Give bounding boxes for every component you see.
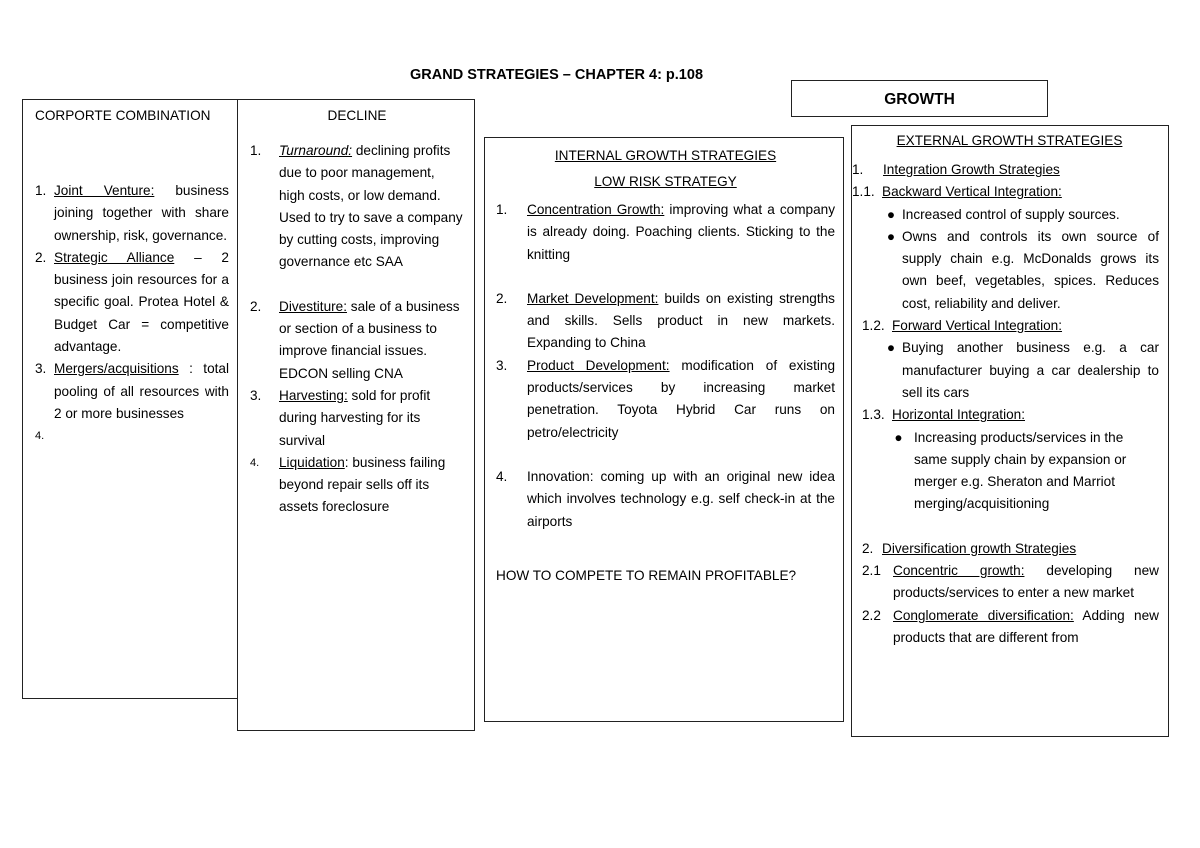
bullet-icon: ● bbox=[886, 340, 896, 356]
compete-question: HOW TO COMPETE TO REMAIN PROFITABLE? bbox=[496, 567, 797, 583]
item-text: business joining together with share ownership, risk, governance. bbox=[54, 183, 229, 243]
low-risk-subheading: LOW RISK STRATEGY bbox=[594, 174, 737, 189]
item-text: improving what a company is already doing. Poaching clients. Sticking to the knitting bbox=[527, 202, 835, 262]
item-number: 4. bbox=[250, 456, 260, 469]
item-number: 2. bbox=[496, 290, 508, 306]
list-item: ● Owns and controls its own source of supply chain e.g. McDonalds grows its own beef, vegetables, spices. Reduces cost, reliability and deliver. bbox=[852, 226, 1159, 315]
list-item: ● Increased control of supply sources. bbox=[852, 204, 1159, 226]
list-item bbox=[496, 199, 835, 266]
item-number: 1. bbox=[35, 183, 47, 198]
spacer bbox=[496, 444, 835, 466]
bullet-icon: ● bbox=[886, 228, 896, 244]
spacer bbox=[496, 266, 835, 288]
list-item bbox=[35, 358, 229, 425]
growth-box bbox=[791, 80, 1048, 117]
item-term: Mergers/acquisitions bbox=[54, 361, 179, 377]
page-title: GRAND STRATEGIES – CHAPTER 4: p.108 bbox=[410, 67, 704, 83]
list-item bbox=[496, 288, 835, 355]
list-item bbox=[852, 560, 1159, 605]
list-item bbox=[250, 140, 464, 274]
external-growth-heading: EXTERNAL GROWTH STRATEGIES bbox=[896, 133, 1123, 148]
item-term: Product Development: bbox=[527, 357, 670, 373]
item-term: Concentration Growth: bbox=[527, 202, 665, 217]
item-number: 2. bbox=[250, 298, 262, 314]
list-item: ● Increasing products/services in the same supply chain by expansion or merger e.g. Sheraton and Marriot merging/acquisitioning bbox=[852, 427, 1159, 516]
decline-list bbox=[250, 140, 464, 519]
item-text: : total pooling of all resources with 2 or more businesses bbox=[54, 361, 229, 421]
internal-growth-heading: INTERNAL GROWTH STRATEGIES bbox=[554, 148, 777, 163]
diversification-heading: 2. Diversification growth Strategies bbox=[862, 540, 1077, 556]
list-item bbox=[35, 425, 229, 447]
bullet-icon: ● bbox=[894, 429, 903, 445]
item-term: Liquidation bbox=[279, 454, 345, 470]
item-text: declining profits due to poor management, high costs, or low demand. Used to try to save a company by cutting costs, improving governance etc SAA bbox=[279, 143, 463, 270]
corporate-combination-box bbox=[22, 99, 238, 699]
list-item bbox=[250, 452, 464, 519]
item-text: developing new products/services to enter a new market bbox=[893, 563, 1159, 601]
list-item bbox=[852, 605, 1159, 650]
horizontal-integration-heading: 1.3. Horizontal Integration: bbox=[862, 407, 1025, 423]
list-item bbox=[496, 355, 835, 444]
list-item bbox=[250, 385, 464, 452]
item-term: Turnaround: bbox=[279, 143, 353, 158]
external-growth-box bbox=[851, 125, 1169, 737]
spacer bbox=[852, 516, 1159, 538]
item-text: : business failing beyond repair sells off its assets foreclosure bbox=[279, 454, 446, 515]
item-term: Divestiture: bbox=[279, 298, 347, 314]
item-text: Innovation: coming up with an original new idea which involves technology e.g. self check-in at the airports bbox=[527, 468, 835, 529]
internal-growth-box bbox=[484, 137, 844, 722]
item-number: 4. bbox=[35, 430, 45, 443]
item-term: Harvesting: bbox=[279, 387, 348, 403]
item-term: Joint Venture: bbox=[54, 183, 155, 198]
item-number: 2.1 bbox=[862, 563, 881, 579]
item-text: sale of a business or section of a business to improve financial issues. EDCON selling CNA bbox=[279, 298, 460, 381]
item-number: 1. bbox=[250, 143, 262, 158]
item-number: 3. bbox=[250, 387, 262, 403]
item-number: 2. bbox=[35, 249, 47, 265]
item-text: sold for profit during harvesting for its survival bbox=[279, 387, 431, 448]
decline-heading: DECLINE bbox=[327, 108, 387, 123]
item-number: 3. bbox=[35, 361, 47, 377]
item-term: Concentric growth: bbox=[893, 563, 1025, 579]
item-text: Adding new products that are different from bbox=[893, 607, 1159, 645]
item-term: Strategic Alliance bbox=[54, 249, 175, 265]
internal-growth-list bbox=[496, 199, 835, 533]
forward-integration-heading: 1.2. Forward Vertical Integration: bbox=[862, 318, 1063, 334]
corporate-combination-heading: CORPORTE COMBINATION bbox=[35, 108, 211, 123]
spacer bbox=[250, 274, 464, 296]
item-text: builds on existing strengths and skills. Sells product in new markets. Expanding to China bbox=[527, 290, 835, 351]
item-term: Market Development: bbox=[527, 290, 659, 306]
item-number: 4. bbox=[496, 468, 508, 484]
list-item bbox=[250, 296, 464, 385]
item-number: 2.2 bbox=[862, 607, 881, 623]
item-number: 1. bbox=[496, 202, 508, 217]
corporate-combination-list bbox=[35, 180, 229, 448]
list-item bbox=[496, 466, 835, 533]
item-number: 3. bbox=[496, 357, 508, 373]
bullet-icon: ● bbox=[886, 206, 896, 222]
item-text: – 2 business join resources for a specific goal. Protea Hotel & Budget Car = competitive advantage. bbox=[54, 249, 229, 355]
growth-heading: GROWTH bbox=[884, 91, 955, 108]
item-term: Conglomerate diversification: bbox=[893, 607, 1074, 623]
decline-box bbox=[237, 99, 475, 731]
integration-heading: 1. Integration Growth Strategies bbox=[852, 162, 1060, 177]
list-item: ● Buying another business e.g. a car manufacturer buying a car dealership to sell its cars bbox=[852, 337, 1159, 404]
backward-integration-heading: 1.1. Backward Vertical Integration: bbox=[852, 184, 1062, 200]
list-item bbox=[35, 247, 229, 358]
list-item bbox=[35, 180, 229, 247]
item-text: modification of existing products/services by increasing market penetration. Toyota Hybrid Car runs on petro/electricity bbox=[527, 357, 836, 440]
